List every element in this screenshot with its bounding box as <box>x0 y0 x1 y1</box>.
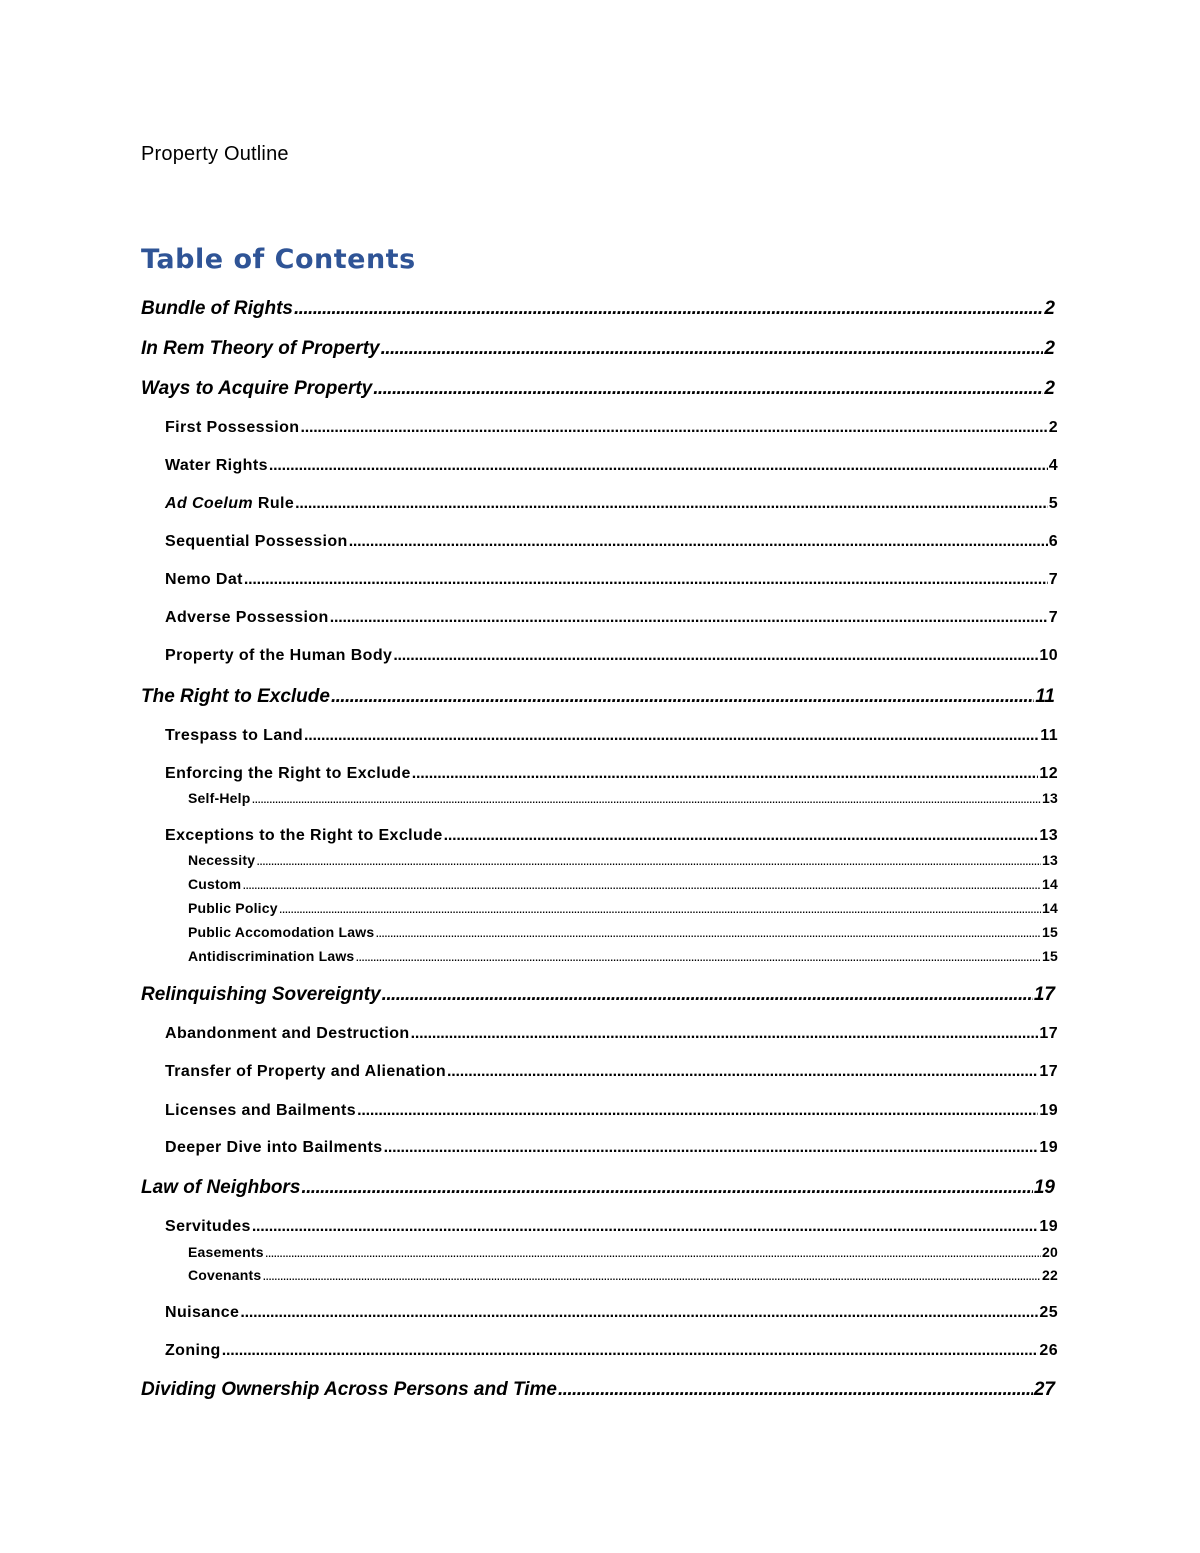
toc-entry-page: 10 <box>1039 647 1058 664</box>
dot-leader <box>444 827 1039 845</box>
dot-leader <box>244 571 1048 589</box>
toc-entry-page: 25 <box>1039 1304 1058 1321</box>
dot-leader <box>330 609 1048 627</box>
toc-entry-page: 17 <box>1039 1063 1058 1080</box>
toc-entry-page: 2 <box>1044 298 1055 319</box>
dot-leader <box>412 765 1039 783</box>
toc-entry-page: 11 <box>1035 686 1055 707</box>
dot-leader <box>240 1304 1038 1322</box>
dot-leader <box>331 686 1034 708</box>
toc-entry-page: 11 <box>1040 727 1058 744</box>
toc-entry-page: 15 <box>1042 948 1058 964</box>
toc-entry-label: Abandonment and Destruction <box>165 1025 410 1042</box>
toc-entry-label: Public Policy <box>188 900 278 916</box>
toc-entry-label: Ways to Acquire Property <box>141 378 373 399</box>
toc-entry-label: Servitudes <box>165 1218 251 1235</box>
toc-entry-label: The Right to Exclude <box>141 686 330 707</box>
toc-entry-self-help[interactable] <box>188 790 1058 806</box>
toc-entry-label: Public Accomodation Laws <box>188 924 375 940</box>
document-title: Property Outline <box>141 143 289 165</box>
toc-entry-page: 26 <box>1039 1342 1058 1359</box>
toc-heading: Table of Contents <box>141 244 416 275</box>
dot-leader <box>256 852 1041 868</box>
dot-leader <box>447 1063 1038 1081</box>
toc-entry-deeper-dive[interactable] <box>165 1139 1058 1157</box>
dot-leader <box>381 338 1044 360</box>
toc-entry-label: Self-Help <box>188 790 251 806</box>
toc-entry-label: Necessity <box>188 852 256 868</box>
toc-entry-public-accomodation[interactable] <box>188 924 1058 940</box>
toc-entry-in-rem-theory[interactable] <box>141 338 1055 360</box>
dot-leader <box>300 419 1047 437</box>
toc-entry-label <box>165 495 294 513</box>
toc-entry-page: 2 <box>1044 338 1055 359</box>
toc-entry-zoning[interactable] <box>165 1342 1058 1360</box>
toc-entry-relinquishing-sovereignty[interactable] <box>141 984 1055 1006</box>
toc-entry-abandonment[interactable] <box>165 1025 1058 1043</box>
toc-entry-easements[interactable] <box>188 1244 1058 1260</box>
toc-entry-covenants[interactable] <box>188 1267 1058 1283</box>
toc-entry-trespass-to-land[interactable] <box>165 727 1058 745</box>
toc-entry-antidiscrimination[interactable] <box>188 948 1058 964</box>
toc-entry-servitudes[interactable] <box>165 1218 1058 1236</box>
toc-entry-page: 15 <box>1042 924 1058 940</box>
toc-entry-label: Transfer of Property and Alienation <box>165 1063 447 1080</box>
toc-entry-page: 19 <box>1039 1218 1058 1235</box>
dot-leader <box>349 533 1048 551</box>
dot-leader <box>252 1218 1039 1236</box>
toc-entry-adverse-possession[interactable] <box>165 609 1058 627</box>
dot-leader <box>393 647 1038 665</box>
toc-entry-page: 2 <box>1048 419 1058 436</box>
toc-entry-page: 5 <box>1048 495 1058 512</box>
toc-entry-page: 17 <box>1039 1025 1058 1042</box>
toc-entry-page: 19 <box>1033 1177 1055 1198</box>
toc-entry-page: 13 <box>1042 790 1058 806</box>
toc-entry-page: 4 <box>1048 457 1058 474</box>
toc-entry-custom[interactable] <box>188 876 1058 892</box>
toc-entry-page: 22 <box>1042 1267 1058 1283</box>
toc-entry-human-body[interactable] <box>165 647 1058 665</box>
toc-entry-page: 2 <box>1044 378 1055 399</box>
toc-entry-label: Enforcing the Right to Exclude <box>165 765 411 782</box>
toc-entry-page: 13 <box>1039 827 1058 844</box>
toc-entry-water-rights[interactable] <box>165 457 1058 475</box>
dot-leader <box>222 1342 1039 1360</box>
toc-entry-page: 14 <box>1042 876 1058 892</box>
toc-entry-label: Law of Neighbors <box>141 1177 301 1198</box>
dot-leader <box>355 948 1041 964</box>
dot-leader <box>301 1177 1032 1199</box>
dot-leader <box>295 495 1048 513</box>
toc-entry-page: 7 <box>1048 609 1058 626</box>
toc-entry-page: 14 <box>1042 900 1058 916</box>
toc-entry-nemo-dat[interactable] <box>165 571 1058 589</box>
toc-entry-nuisance[interactable] <box>165 1304 1058 1322</box>
toc-entry-dividing-ownership[interactable] <box>141 1379 1055 1401</box>
toc-entry-sequential-possession[interactable] <box>165 533 1058 551</box>
toc-entry-page: 27 <box>1033 1379 1055 1400</box>
toc-entry-page: 13 <box>1042 852 1058 868</box>
toc-entry-transfer[interactable] <box>165 1063 1058 1081</box>
toc-entry-label: Exceptions to the Right to Exclude <box>165 827 443 844</box>
table-of-contents <box>141 0 1199 1553</box>
dot-leader <box>265 1244 1041 1260</box>
toc-entry-page: 12 <box>1039 765 1058 782</box>
dot-leader <box>269 457 1048 475</box>
toc-entry-label: Adverse Possession <box>165 609 329 626</box>
dot-leader <box>279 900 1041 916</box>
toc-entry-label: Easements <box>188 1244 264 1260</box>
dot-leader <box>304 727 1039 745</box>
toc-entry-page: 7 <box>1048 571 1058 588</box>
toc-entry-first-possession[interactable] <box>165 419 1058 437</box>
toc-entry-public-policy[interactable] <box>188 900 1058 916</box>
toc-entry-page: 20 <box>1042 1244 1058 1260</box>
toc-entry-right-to-exclude[interactable] <box>141 686 1055 708</box>
toc-entry-page: 17 <box>1033 984 1055 1005</box>
toc-entry-ways-to-acquire[interactable] <box>141 378 1055 400</box>
toc-entry-label: Nuisance <box>165 1304 240 1321</box>
toc-entry-bundle-of-rights[interactable] <box>141 298 1055 320</box>
toc-entry-law-of-neighbors[interactable] <box>141 1177 1055 1199</box>
toc-entry-label: Property of the Human Body <box>165 647 393 664</box>
toc-entry-enforcing-right[interactable] <box>165 765 1058 783</box>
dot-leader <box>242 876 1041 892</box>
dot-leader <box>382 984 1033 1006</box>
toc-entry-label: Sequential Possession <box>165 533 348 550</box>
toc-entry-label: Custom <box>188 876 242 892</box>
dot-leader <box>375 924 1041 940</box>
toc-entry-necessity[interactable] <box>188 852 1058 868</box>
dot-leader <box>294 298 1043 320</box>
toc-entry-label: Bundle of Rights <box>141 298 293 319</box>
toc-entry-label: Dividing Ownership Across Persons and Time <box>141 1379 557 1400</box>
toc-entry-label: Relinquishing Sovereignty <box>141 984 381 1005</box>
toc-entry-label: First Possession <box>165 419 300 436</box>
toc-entry-page: 19 <box>1039 1102 1058 1119</box>
dot-leader <box>251 790 1041 806</box>
toc-entry-label: Trespass to Land <box>165 727 303 744</box>
toc-entry-label-rest: Rule <box>253 495 295 512</box>
toc-entry-label: In Rem Theory of Property <box>141 338 380 359</box>
toc-entry-label: Zoning <box>165 1342 221 1359</box>
toc-entry-label-italic: Ad Coelum <box>165 495 254 512</box>
dot-leader <box>357 1102 1038 1120</box>
toc-entry-label: Deeper Dive into Bailments <box>165 1139 383 1156</box>
dot-leader <box>558 1379 1033 1401</box>
toc-entry-label: Water Rights <box>165 457 268 474</box>
toc-entry-label: Antidiscrimination Laws <box>188 948 355 964</box>
dot-leader <box>384 1139 1039 1157</box>
toc-entry-label: Licenses and Bailments <box>165 1102 357 1119</box>
dot-leader <box>411 1025 1039 1043</box>
toc-entry-label: Nemo Dat <box>165 571 243 588</box>
toc-entry-label: Covenants <box>188 1267 262 1283</box>
toc-entry-ad-coelum-rule[interactable] <box>165 495 1058 513</box>
toc-entry-page: 6 <box>1048 533 1058 550</box>
dot-leader <box>262 1267 1041 1283</box>
toc-entry-licenses-bailments[interactable] <box>165 1102 1058 1120</box>
dot-leader <box>373 378 1043 400</box>
toc-entry-exceptions[interactable] <box>165 827 1058 845</box>
toc-entry-page: 19 <box>1039 1139 1058 1156</box>
